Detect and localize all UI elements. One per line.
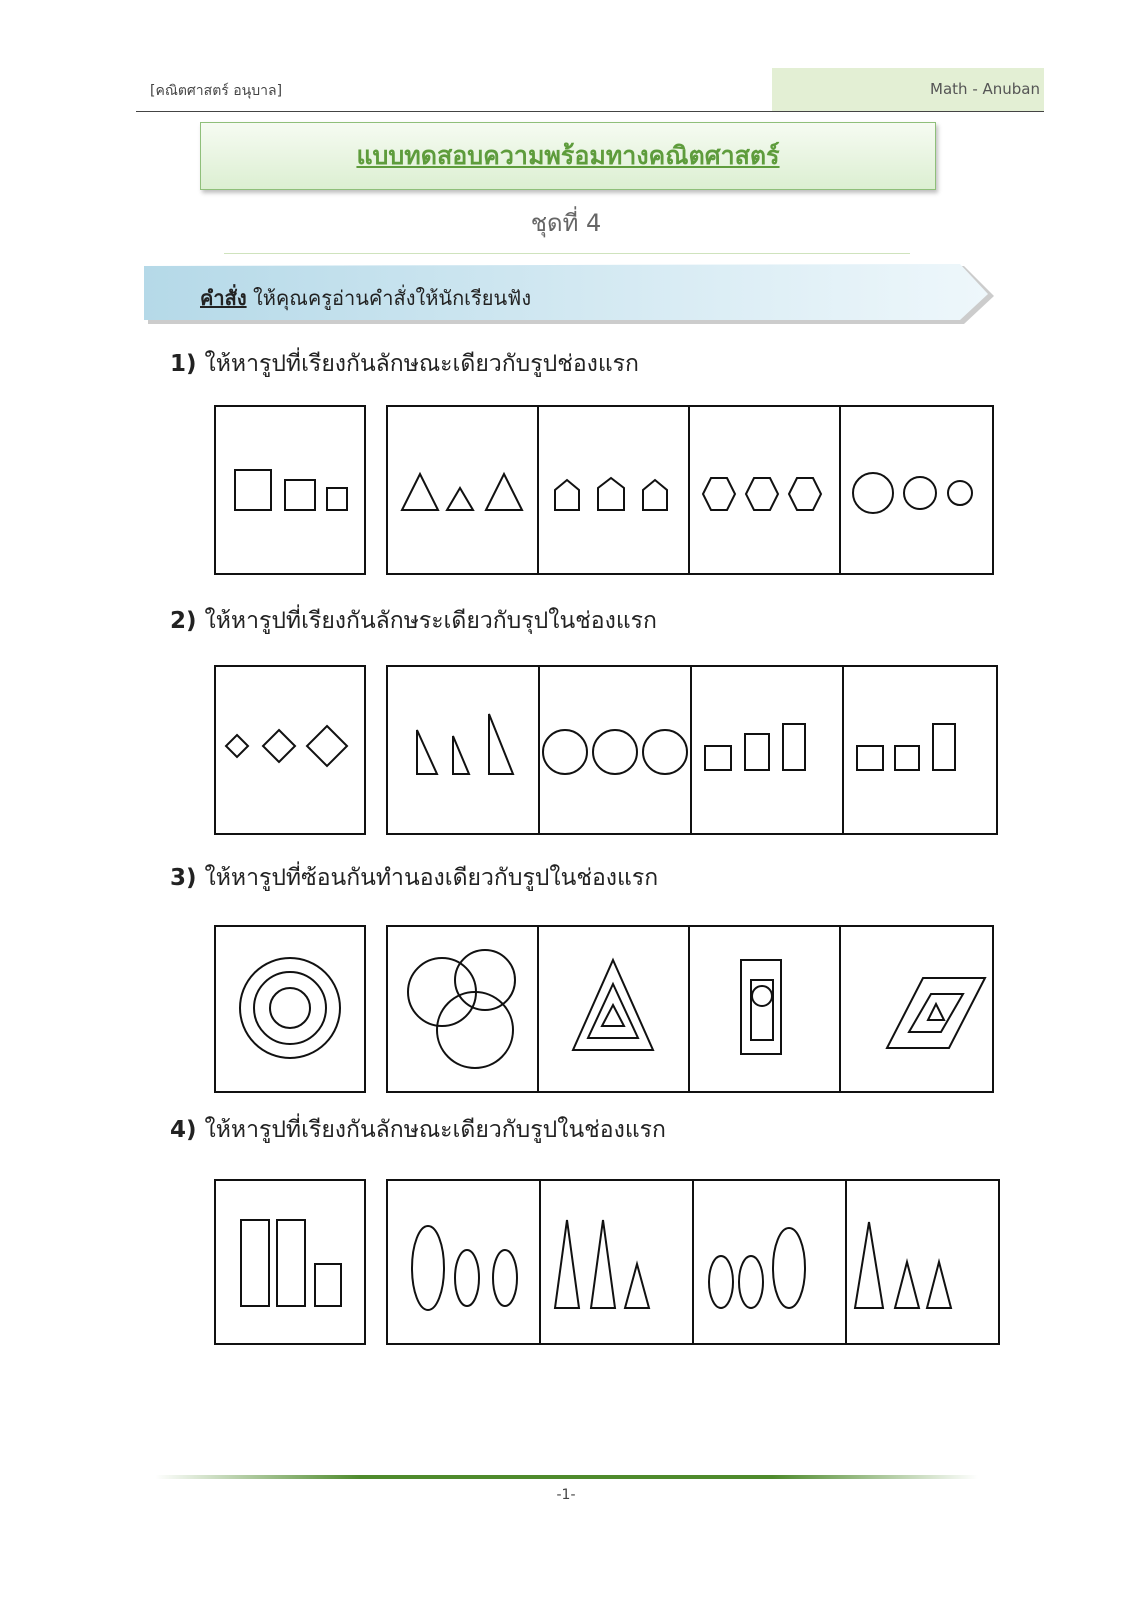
example-box [215, 1180, 365, 1344]
title-box [200, 122, 936, 190]
question-text: ให้หารูปที่เรียงกันลักษระเดียวกับรุปในช่องแรก [204, 608, 657, 634]
header-course: Math - Anuban [930, 80, 1040, 98]
set-label: ชุดที่ 4 [530, 209, 602, 237]
choice-c-ovals[interactable] [709, 1228, 805, 1308]
page-number: -1- [556, 1487, 576, 1503]
choice-a-triangles[interactable] [417, 714, 513, 774]
choice-c-hexagons[interactable] [703, 478, 821, 510]
choice-b-nested-triangles[interactable] [573, 960, 653, 1050]
choice-a-triangles[interactable] [402, 474, 522, 510]
question-3-figures [205, 920, 1005, 1100]
question-2-title [170, 603, 657, 639]
example-box [215, 926, 365, 1092]
set-divider [224, 253, 910, 254]
question-4-figures [205, 1174, 1005, 1354]
choice-d-triangles[interactable] [855, 1222, 951, 1308]
question-number: 2) [170, 608, 197, 634]
choice-a-ovals[interactable] [412, 1226, 517, 1310]
rectangles-tall-tall-short [241, 1220, 341, 1306]
choice-a-overlapping-circles[interactable] [408, 950, 515, 1068]
question-number: 4) [170, 1117, 197, 1143]
choice-c-rectangle-with-circle[interactable] [741, 960, 781, 1054]
question-1-title [170, 346, 639, 382]
question-text: ให้หารูปที่เรียงกันลักษณะเดียวกับรูปในช่องแรก [204, 1117, 666, 1143]
question-3-title [170, 860, 658, 896]
choice-d-nested-parallelograms[interactable] [887, 978, 985, 1048]
header-divider [136, 111, 1044, 112]
choice-d-circles[interactable] [853, 473, 972, 513]
squares-decreasing [235, 470, 347, 510]
footer-divider [155, 1475, 978, 1479]
example-box [215, 406, 365, 574]
header-subject: [คณิตศาสตร์ อนุบาล] [150, 83, 283, 99]
instruction [200, 282, 531, 314]
choice-b-triangles[interactable] [555, 1220, 649, 1308]
question-4-title [170, 1112, 666, 1148]
concentric-circles [240, 958, 340, 1058]
instruction-text: ให้คุณครูอ่านคำสั่งให้นักเรียนฟัง [252, 286, 532, 310]
diamonds-increasing [226, 726, 347, 766]
question-1-figures [205, 400, 1005, 580]
instruction-keyword: คำสั่ง [200, 286, 247, 310]
question-2-figures [205, 660, 1005, 840]
page-title: แบบทดสอบความพร้อมทางคณิตศาสตร์ [356, 141, 780, 170]
choice-c-rectangles[interactable] [705, 724, 805, 770]
question-text: ให้หารูปที่เรียงกันลักษณะเดียวกับรูปช่องแรก [204, 351, 639, 377]
question-number: 3) [170, 865, 197, 891]
choice-d-rectangles[interactable] [857, 724, 955, 770]
question-number: 1) [170, 351, 197, 377]
choice-b-pentagons[interactable] [555, 478, 667, 510]
choice-b-circles[interactable] [543, 730, 687, 774]
question-text: ให้หารูปที่ซ้อนกันทำนองเดียวกับรูปในช่องแรก [204, 865, 659, 891]
